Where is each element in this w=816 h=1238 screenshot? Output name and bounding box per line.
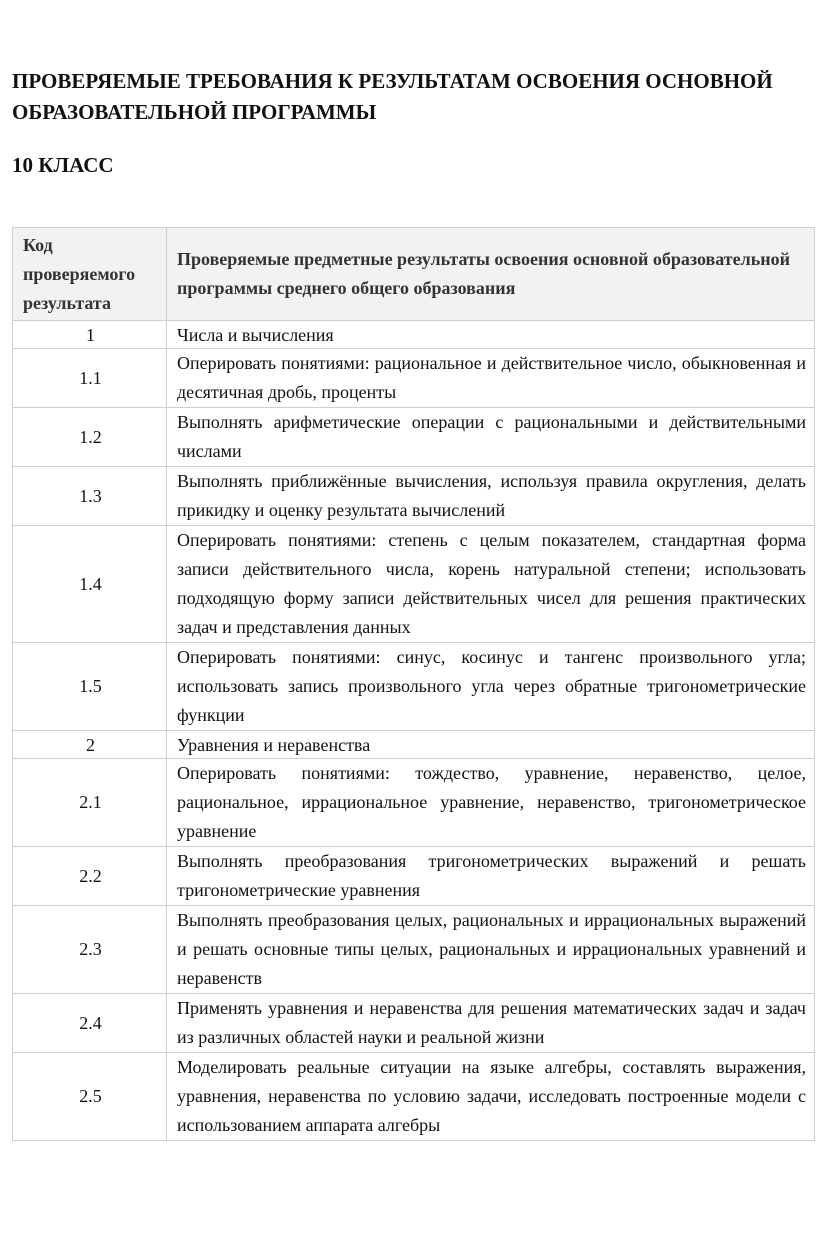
row-code: 2.1 [13,759,167,847]
row-text: Оперировать понятиями: синус, косинус и тангенс произвольного угла; использовать запись произвольного угла через обратные тригонометрические функции [167,643,815,731]
table-row [13,349,815,408]
row-text: Выполнять преобразования целых, рациональных и иррациональных выражений и решать основные типы целых, рациональных и иррациональных уравнений и неравенств [167,906,815,994]
row-text: Оперировать понятиями: рациональное и действительное число, обыкновенная и десятичная дробь, проценты [167,349,815,408]
row-text: Выполнять приближённые вычисления, используя правила округления, делать прикидку и оценку результата вычислений [167,467,815,526]
row-code: 2.5 [13,1053,167,1141]
row-code: 2.4 [13,994,167,1053]
section-row [13,731,815,759]
row-code: 2.2 [13,847,167,906]
column-header-results: Проверяемые предметные результаты освоения основной образовательной программы среднего общего образования [167,228,815,321]
row-text: Оперировать понятиями: тождество, уравнение, неравенство, целое, рациональное, иррациональное уравнение, неравенство, тригонометрическое уравнение [167,759,815,847]
column-header-code: Код проверяемого результата [13,228,167,321]
table-row [13,526,815,643]
row-code: 1.4 [13,526,167,643]
table-row [13,994,815,1053]
section-row [13,321,815,349]
row-text: Выполнять арифметические операции с рациональными и действительными числами [167,408,815,467]
table-row [13,906,815,994]
table-row [13,759,815,847]
table-row [13,408,815,467]
table-row [13,643,815,731]
table-row [13,847,815,906]
requirements-table [12,227,815,1141]
table-row [13,467,815,526]
grade-heading: 10 КЛАСС [12,153,114,177]
row-text: Применять уравнения и неравенства для решения математических задач и задач из различных областей науки и реальной жизни [167,994,815,1053]
row-text: Числа и вычисления [167,321,815,349]
row-code: 1 [13,321,167,349]
table-row [13,1053,815,1141]
row-code: 1.3 [13,467,167,526]
page-title: ПРОВЕРЯЕМЫЕ ТРЕБОВАНИЯ К РЕЗУЛЬТАТАМ ОСВОЕНИЯ ОСНОВНОЙ ОБРАЗОВАТЕЛЬНОЙ ПРОГРАММЫ [12,69,773,124]
row-code: 1.5 [13,643,167,731]
table-header-row [13,228,815,321]
row-code: 2 [13,731,167,759]
row-text: Уравнения и неравенства [167,731,815,759]
row-text: Оперировать понятиями: степень с целым показателем, стандартная форма записи действительного числа, корень натуральной степени; использовать подходящую форму записи действительных чисел для решения практических задач и представления данных [167,526,815,643]
row-code: 2.3 [13,906,167,994]
row-text: Моделировать реальные ситуации на языке алгебры, составлять выражения, уравнения, неравенства по условию задачи, исследовать построенные модели с использованием аппарата алгебры [167,1053,815,1141]
row-code: 1.2 [13,408,167,467]
row-text: Выполнять преобразования тригонометрических выражений и решать тригонометрические уравнения [167,847,815,906]
row-code: 1.1 [13,349,167,408]
